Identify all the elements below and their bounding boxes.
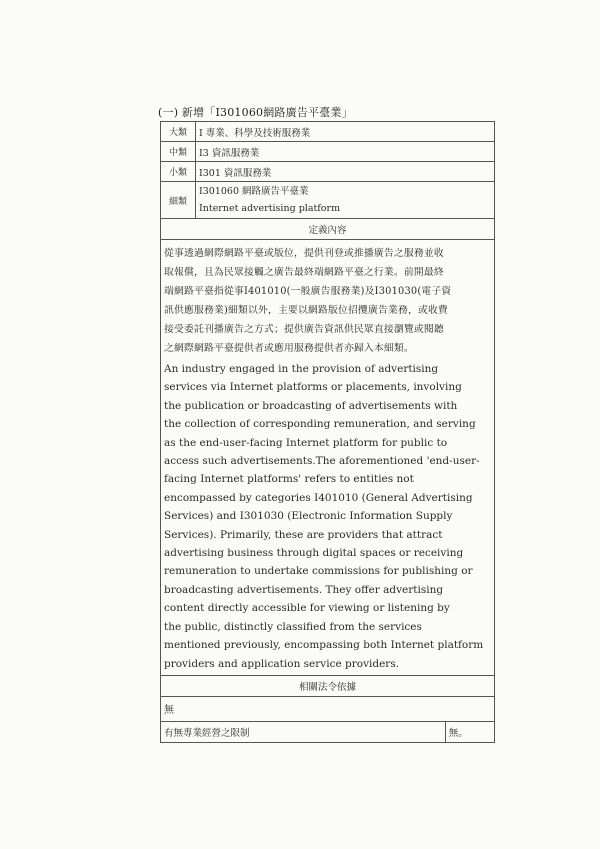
medium-category-label: 中類 [161, 142, 196, 162]
definition-en-line: as the end-user-facing Internet platform for public to [164, 436, 448, 449]
legal-basis-value: 無 [161, 696, 495, 721]
definition-zh-line: 接受委託刊播廣告之方式；提供廣告資訊供民眾直接瀏覽或閱聽 [164, 324, 444, 335]
definition-en-line: content directly accessible for viewing or listening by [164, 602, 450, 615]
definition-en-line: broadcasting advertisements. They offer advertising [164, 583, 444, 596]
detail-value-en: Internet advertising platform [199, 203, 341, 214]
detail-category-value [196, 182, 495, 219]
definition-en-line: the collection of corresponding remuneration, and serving [164, 418, 476, 431]
definition-en-line: Services). Primarily, these are providers that attract [164, 528, 443, 541]
definition-en-line: services via Internet platforms or placements, involving [164, 381, 462, 394]
definition-body [161, 240, 495, 676]
restriction-label: 有無專業經營之限制 [161, 721, 446, 742]
detail-category-row [161, 182, 495, 219]
definition-en-line: Services) and I301030 (Electronic Information Supply [164, 510, 453, 523]
major-category-label: 大類 [161, 122, 196, 142]
definition-body-row [161, 240, 495, 676]
restriction-value: 無。 [445, 721, 494, 742]
definition-en-line: facing Internet platforms' refers to entities not [164, 473, 414, 486]
definition-zh-text [161, 240, 494, 360]
major-category-value: I 專業、科學及技術服務業 [196, 122, 495, 142]
legal-basis-header-row [161, 675, 495, 696]
definition-zh-line: 從事透過網際網路平臺或版位，提供刊登或推播廣告之服務並收 [164, 248, 444, 259]
detail-category-label: 細類 [161, 182, 196, 219]
medium-category-value: I3 資訊服務業 [196, 142, 495, 162]
definition-en-text [161, 360, 494, 675]
definition-en-line: access such advertisements.The aforementioned 'end-user- [164, 455, 480, 468]
definition-en-line: An industry engaged in the provision of advertising [164, 363, 439, 375]
restriction-row [161, 721, 495, 742]
definition-zh-line: 之網際網路平臺提供者或應用服務提供者亦歸入本細類。 [164, 343, 414, 354]
legal-basis-value-row [161, 696, 495, 721]
definition-zh-line: 取報償，且為民眾接觸之廣告最終端網路平臺之行業。前開最終 [164, 267, 444, 278]
definition-header-row [161, 219, 495, 240]
definition-en-line: mentioned previously, encompassing both Internet platform [164, 639, 484, 652]
legal-basis-header: 相關法令依據 [161, 675, 495, 696]
definition-en-line: the public, distinctly classified from the services [164, 620, 422, 633]
section-heading: (一) 新增「I301060網路廣告平臺業」 [158, 106, 353, 119]
definition-zh-line: 訊供應服務業)細類以外，主要以網路版位招攬廣告業務，或收費 [164, 305, 448, 316]
definition-en-line: remuneration to undertake commissions for publishing or [164, 565, 473, 578]
definition-en-line: the publication or broadcasting of advertisements with [164, 399, 458, 412]
major-category-row [161, 122, 495, 142]
minor-category-label: 小類 [161, 162, 196, 182]
classification-table [160, 121, 495, 743]
detail-value-zh: I301060 網路廣告平臺業 [199, 186, 309, 197]
minor-category-row [161, 162, 495, 182]
definition-en-line: providers and application service providers. [164, 657, 400, 670]
minor-category-value: I301 資訊服務業 [196, 162, 495, 182]
medium-category-row [161, 142, 495, 162]
definition-en-line: advertising business through digital spaces or receiving [164, 547, 464, 560]
definition-zh-line: 端網路平臺指從事I401010(一般廣告服務業)及I301030(電子資 [164, 286, 452, 297]
definition-en-line: encompassed by categories I401010 (General Advertising [164, 491, 473, 504]
definition-header: 定義內容 [161, 219, 495, 240]
